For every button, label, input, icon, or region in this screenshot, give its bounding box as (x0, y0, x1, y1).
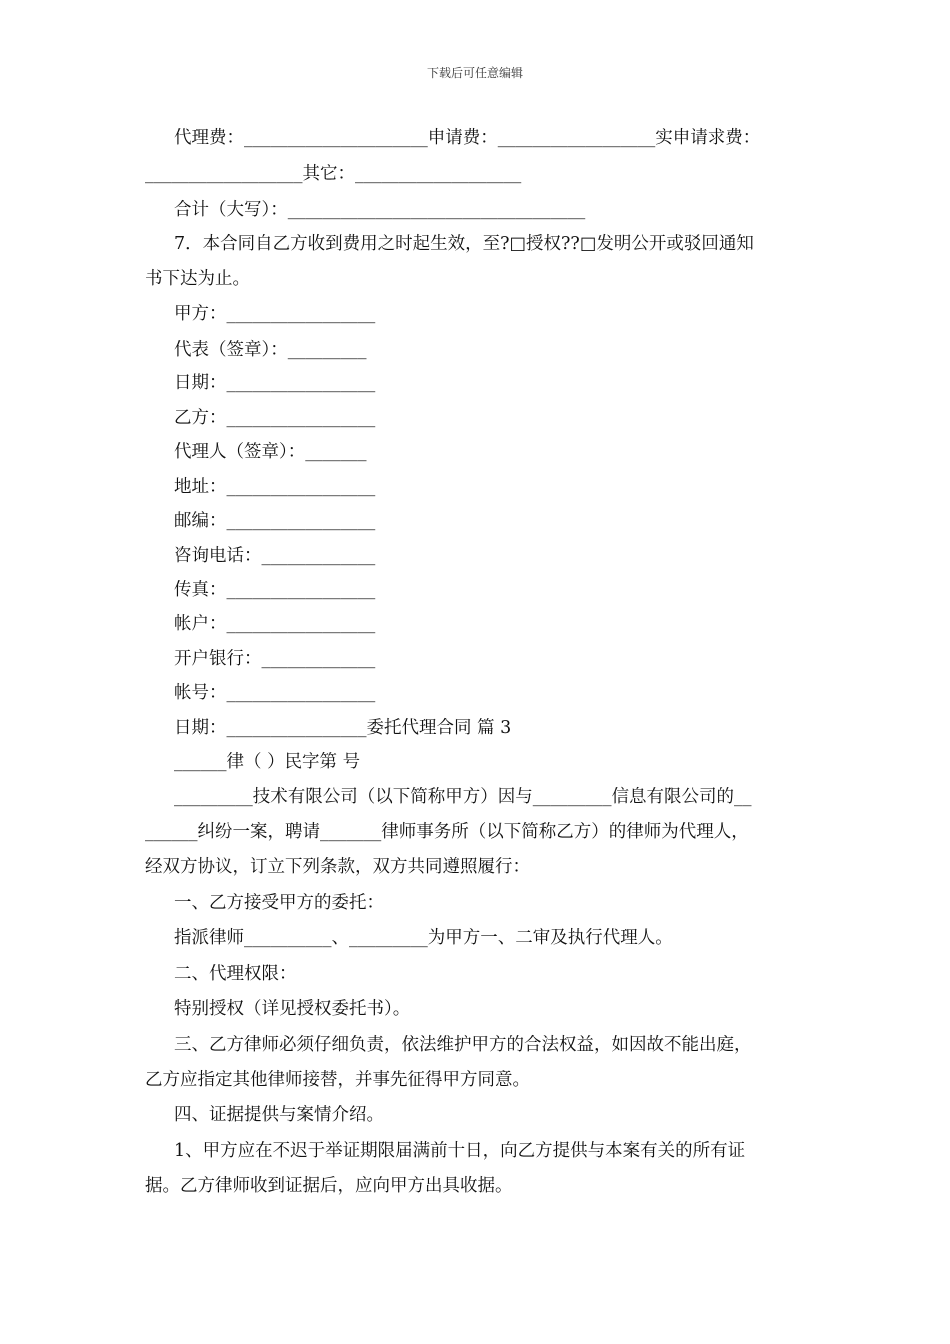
party-b-field: 乙方：_________________ (174, 408, 376, 428)
clause-1-body: 指派律师__________、_________为甲方一、二审及执行代理人。 (174, 928, 673, 948)
clause-7-line: 7．本合同自乙方收到费用之时起生效，至?□授权??□发明公开或驳回通知 (174, 234, 754, 254)
phone-field: 咨询电话：_____________ (174, 546, 376, 566)
paragraph-intro: _________技术有限公司（以下简称甲方）因与_________信息有限公司的__ (174, 787, 752, 807)
clause-3-body: 三、乙方律师必须仔细负责，依法维护甲方的合法权益，如因故不能出庭， (174, 1035, 752, 1055)
case-number-line: ______律（ ）民字第 号 (174, 752, 361, 772)
clause-7-continued: 书下达为止。 (145, 269, 250, 289)
account-holder-field: 帐户：_________________ (174, 614, 376, 634)
party-a-field: 甲方：_________________ (174, 304, 376, 324)
fee-line-continued: __________________其它：___________________ (145, 164, 522, 184)
date-field: 日期：_________________ (174, 373, 376, 393)
clause-1-heading: 一、乙方接受甲方的委托： (174, 893, 384, 913)
agent-field: 代理人（签章）：_______ (174, 442, 367, 462)
account-number-field: 帐号：_________________ (174, 683, 376, 703)
clause-4-item-1-continued: 据。乙方律师收到证据后，应向甲方出具收据。 (145, 1176, 513, 1196)
clause-4-heading: 四、证据提供与案情介绍。 (174, 1105, 384, 1125)
postcode-field: 邮编：_________________ (174, 511, 376, 531)
clause-2-body: 特别授权（详见授权委托书）。 (174, 999, 411, 1019)
clause-4-item-1: 1、甲方应在不迟于举证期限届满前十日，向乙方提供与本案有关的所有证 (174, 1141, 746, 1161)
representative-field: 代表（签章）：_________ (174, 340, 367, 360)
paragraph-intro-end: 经双方协议，订立下列条款，双方共同遵照履行： (145, 857, 530, 877)
address-field: 地址：_________________ (174, 477, 376, 497)
paragraph-intro-continued: ______纠纷一案，聘请_______律师事务所（以下简称乙方）的律师为代理人， (145, 822, 749, 842)
fee-line: 代理费：_____________________申请费：__________________实申请求费： (174, 128, 761, 148)
bank-field: 开户银行：_____________ (174, 649, 376, 669)
clause-2-heading: 二、代理权限： (174, 964, 297, 984)
fax-field: 传真：_________________ (174, 580, 376, 600)
clause-3-continued: 乙方应指定其他律师接替，并事先征得甲方同意。 (145, 1070, 530, 1090)
page-header: 下载后可任意编辑 (426, 66, 523, 80)
date-field-section-title: 日期：________________委托代理合同 篇 3 (174, 718, 512, 738)
total-amount-line: 合计（大写）：__________________________________ (174, 200, 586, 220)
